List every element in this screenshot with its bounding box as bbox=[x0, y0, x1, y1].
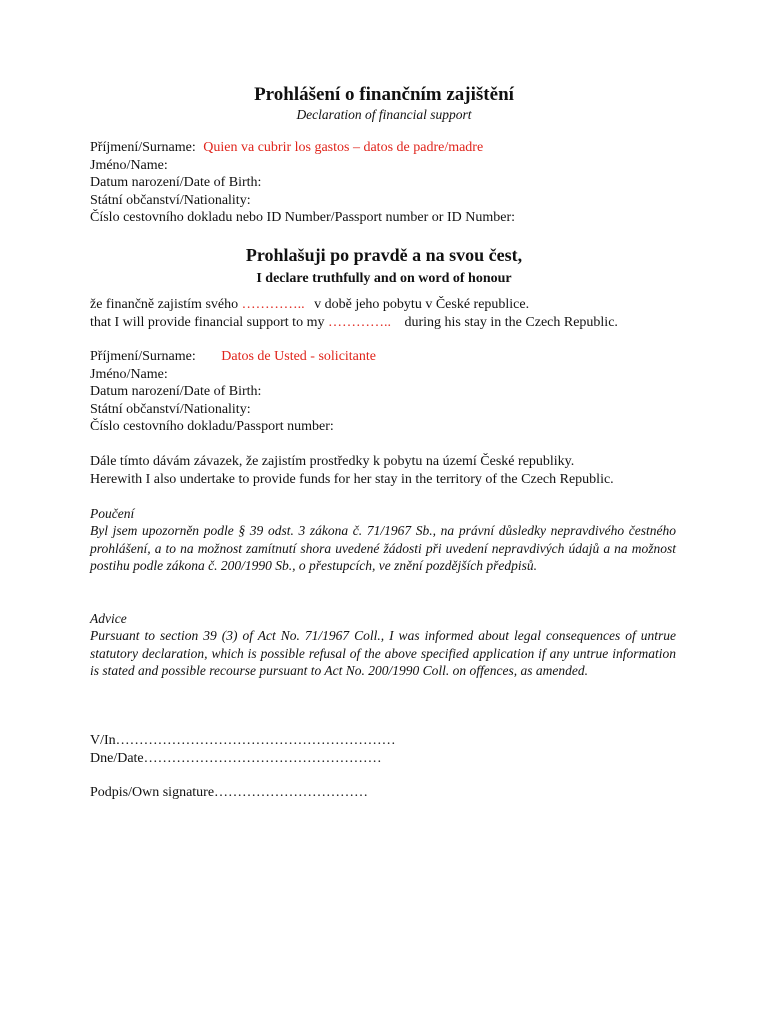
sponsor-name-label: Jméno/Name: bbox=[90, 157, 168, 173]
sponsor-document-label: Číslo cestovního dokladu nebo ID Number/Passport number or ID Number: bbox=[90, 210, 515, 225]
applicant-nationality-label: Státní občanství/Nationality: bbox=[90, 401, 251, 417]
sponsor-surname-label: Příjmení/Surname: bbox=[90, 140, 196, 155]
declaration-line-en-start: that I will provide financial support to my bbox=[90, 314, 325, 330]
document-subtitle: Declaration of financial support bbox=[296, 107, 472, 122]
undertaking-line-cz: Dále tímto dávám závazek, že zajistím prostředky k pobytu na území České republiky. bbox=[90, 454, 575, 469]
declaration-text bbox=[90, 296, 680, 331]
declaration-subtitle: I declare truthfully and on word of honour bbox=[256, 271, 512, 286]
undertaking-line-en: Herewith I also undertake to provide funds for her stay in the territory of the Czech Republic. bbox=[90, 471, 614, 487]
declaration-line-en-blank: ………….. bbox=[327, 314, 391, 330]
applicant-surname-label: Příjmení/Surname: bbox=[90, 349, 196, 364]
advice-text: Pursuant to section 39 (3) of Act No. 71/1967 Coll., I was informed about legal consequences of untrue statutory declaration, which is possible refusal of the above specified application if any untrue information is stated and possible recourse pursuant to Act No. 200/1990 Coll. on offences, as amended. bbox=[90, 628, 676, 679]
declaration-line-en-end: during his stay in the Czech Republic. bbox=[404, 314, 618, 330]
declaration-line-cz-start: že finančně zajistím svého bbox=[90, 297, 239, 312]
sponsor-surname-row bbox=[90, 139, 680, 157]
declaration-title: Prohlašuji po pravdě a na svou čest, bbox=[245, 245, 523, 265]
advice-heading: Advice bbox=[90, 611, 127, 626]
applicant-details bbox=[90, 348, 680, 436]
signature-field: Podpis/Own signature…………………………… bbox=[90, 785, 369, 800]
date-field: Dne/Date…………………………………………… bbox=[90, 750, 382, 766]
declaration-line-cz-end: v době jeho pobytu v České republice. bbox=[314, 297, 530, 312]
applicant-name-label: Jméno/Name: bbox=[90, 366, 168, 382]
signature-section bbox=[90, 732, 680, 802]
declaration-line-en bbox=[90, 314, 680, 332]
pouceni-section bbox=[90, 505, 676, 575]
sponsor-dob-label: Datum narození/Date of Birth: bbox=[90, 175, 262, 190]
declaration-line-cz-blank: ………….. bbox=[241, 297, 305, 312]
document-title: Prohlášení o finančním zajištění bbox=[254, 84, 514, 105]
undertaking-text bbox=[90, 453, 680, 488]
advice-section bbox=[90, 610, 676, 680]
sponsor-details bbox=[90, 139, 680, 227]
pouceni-heading: Poučení bbox=[90, 506, 135, 521]
pouceni-text: Byl jsem upozorněn podle § 39 odst. 3 zákona č. 71/1967 Sb., na právní důsledky nepravdivého čestného prohlášení, a to na možnost zamítnutí shora uvedené žádosti při uvedení nepravdivých údajů a na možnost postihu podle zákona č. 200/1990 Sb., o přestupcích, ve znění pozdějších předpisů. bbox=[90, 523, 676, 574]
applicant-document-label: Číslo cestovního dokladu/Passport number: bbox=[90, 419, 334, 434]
sponsor-surname-note: Quien va cubrir los gastos – datos de padre/madre bbox=[203, 140, 484, 155]
place-field: V/In…………………………………………………… bbox=[90, 733, 396, 748]
sponsor-nationality-label: Státní občanství/Nationality: bbox=[90, 192, 251, 208]
applicant-surname-note: Datos de Usted - solicitante bbox=[221, 349, 377, 364]
applicant-dob-label: Datum narození/Date of Birth: bbox=[90, 384, 262, 399]
applicant-surname-row bbox=[90, 348, 680, 366]
declaration-line-cz bbox=[90, 296, 680, 314]
